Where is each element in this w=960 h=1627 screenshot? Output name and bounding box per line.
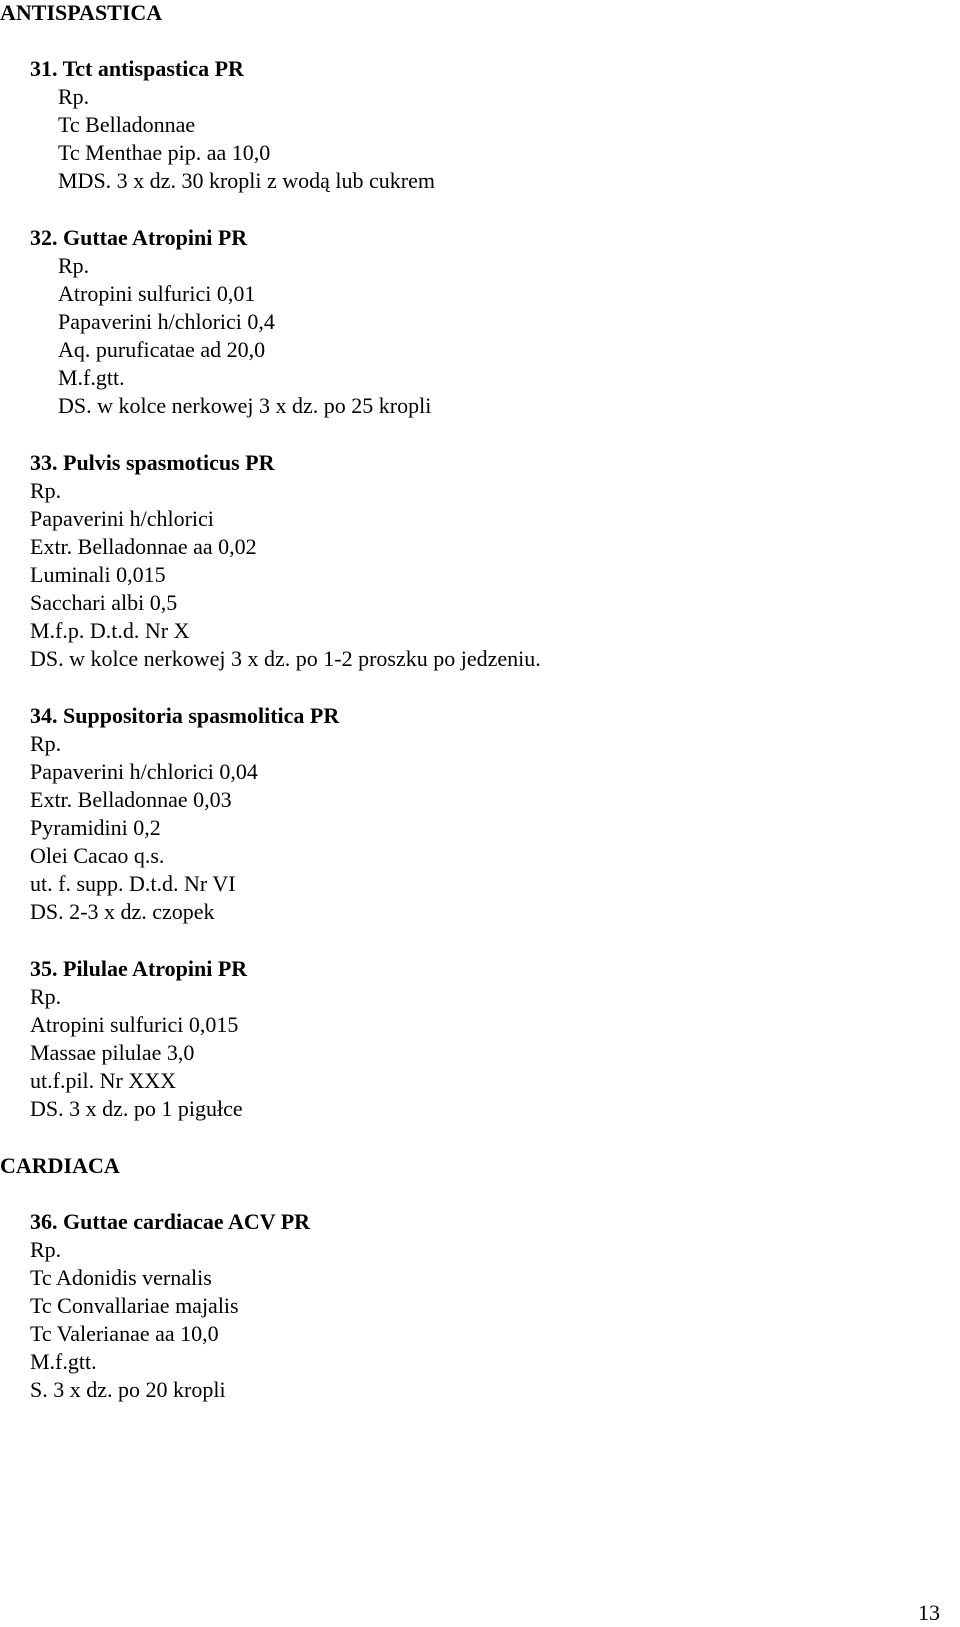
recipe-line: Rp. bbox=[30, 731, 62, 756]
recipe-title-33: 33. Pulvis spasmoticus PR bbox=[30, 450, 275, 475]
recipe-line: Rp. bbox=[58, 253, 90, 278]
recipe-line: Tc Adonidis vernalis bbox=[30, 1265, 212, 1290]
recipe-line: Extr. Belladonnae 0,03 bbox=[30, 787, 232, 812]
recipe-line: Atropini sulfurici 0,015 bbox=[30, 1012, 239, 1037]
recipe-line: Tc Menthae pip. aa 10,0 bbox=[58, 140, 271, 165]
recipe-line: Tc Belladonnae bbox=[58, 112, 196, 137]
recipe-line: DS. w kolce nerkowej 3 x dz. po 1-2 proszku po jedzeniu. bbox=[30, 646, 541, 671]
recipe-line: M.f.gtt. bbox=[30, 1349, 97, 1374]
recipe-line: Pyramidini 0,2 bbox=[30, 815, 161, 840]
recipe-line: DS. 2-3 x dz. czopek bbox=[30, 899, 215, 924]
recipe-line: Tc Valerianae aa 10,0 bbox=[30, 1321, 219, 1346]
recipe-line: Sacchari albi 0,5 bbox=[30, 590, 178, 615]
recipe-title-32: 32. Guttae Atropini PR bbox=[30, 225, 248, 250]
recipe-title-31: 31. Tct antispastica PR bbox=[30, 56, 244, 81]
recipe-line: Aq. puruficatae ad 20,0 bbox=[58, 337, 266, 362]
recipe-line: Rp. bbox=[30, 1237, 62, 1262]
recipe-line: Papaverini h/chlorici bbox=[30, 506, 214, 531]
recipe-line: MDS. 3 x dz. 30 kropli z wodą lub cukrem bbox=[58, 168, 435, 193]
recipe-title-35: 35. Pilulae Atropini PR bbox=[30, 956, 248, 981]
recipe-line: Papaverini h/chlorici 0,04 bbox=[30, 759, 258, 784]
recipe-line: Rp. bbox=[58, 84, 90, 109]
recipe-line: M.f.p. D.t.d. Nr X bbox=[30, 618, 190, 643]
recipe-line: DS. 3 x dz. po 1 pigułce bbox=[30, 1096, 243, 1121]
recipe-title-34: 34. Suppositoria spasmolitica PR bbox=[30, 703, 340, 728]
section-heading-antispastica: ANTISPASTICA bbox=[0, 0, 163, 25]
recipe-line: ut. f. supp. D.t.d. Nr VI bbox=[30, 871, 236, 896]
recipe-line: DS. w kolce nerkowej 3 x dz. po 25 kropli bbox=[58, 393, 432, 418]
recipe-line: Papaverini h/chlorici 0,4 bbox=[58, 309, 275, 334]
recipe-line: M.f.gtt. bbox=[58, 365, 125, 390]
recipe-line: Olei Cacao q.s. bbox=[30, 843, 165, 868]
recipe-line: Luminali 0,015 bbox=[30, 562, 166, 587]
recipe-line: Rp. bbox=[30, 984, 62, 1009]
recipe-line: Massae pilulae 3,0 bbox=[30, 1040, 195, 1065]
recipe-line: Extr. Belladonnae aa 0,02 bbox=[30, 534, 257, 559]
recipe-line: Tc Convallariae majalis bbox=[30, 1293, 239, 1318]
recipe-line: S. 3 x dz. po 20 kropli bbox=[30, 1377, 226, 1402]
page-number: 13 bbox=[918, 1600, 940, 1625]
section-heading-cardiaca: CARDIACA bbox=[0, 1153, 120, 1178]
recipe-line: Rp. bbox=[30, 478, 62, 503]
recipe-title-36: 36. Guttae cardiacae ACV PR bbox=[30, 1209, 311, 1234]
recipe-line: Atropini sulfurici 0,01 bbox=[58, 281, 256, 306]
recipe-line: ut.f.pil. Nr XXX bbox=[30, 1068, 177, 1093]
